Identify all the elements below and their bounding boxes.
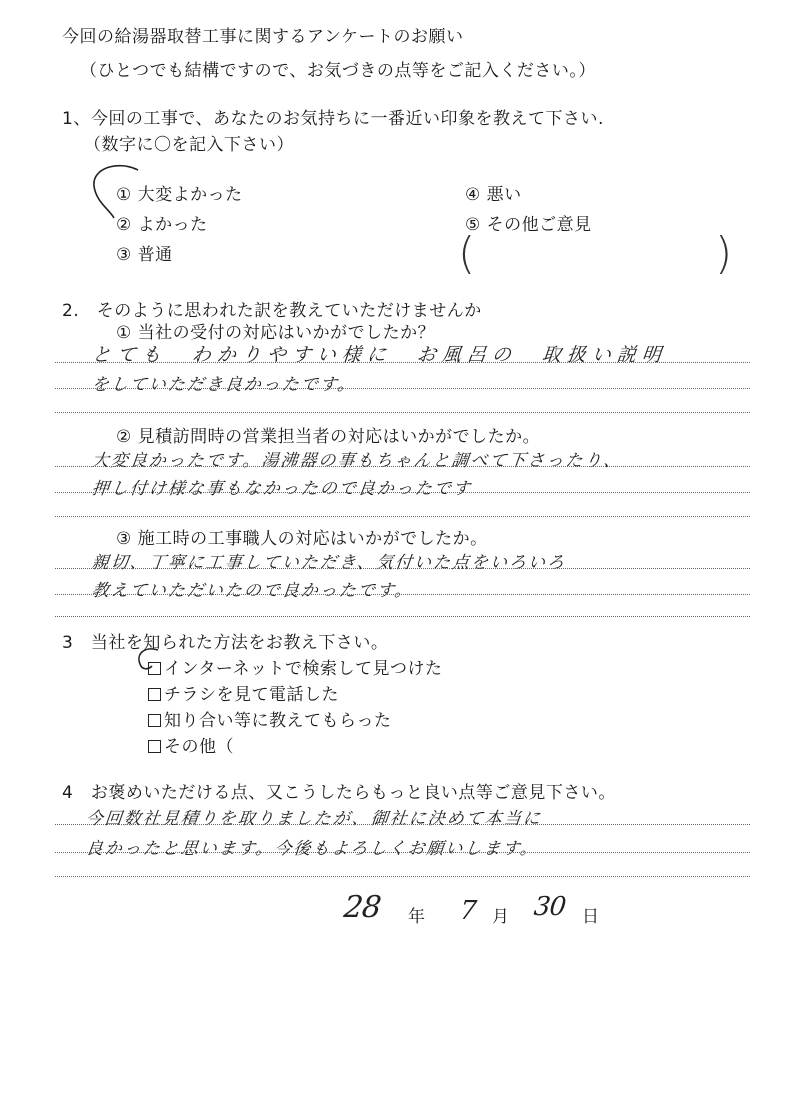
answer-line [55,388,750,389]
q1-instruction: （数字に〇を記入下さい） [84,135,294,155]
q2-sub3-answer-line1: 親切、丁寧に工事していただき、気付いた点をいろいろ [90,553,568,573]
q2-sub1-answer-line1: とても わかりやすい様に お風呂の 取扱い説明 [90,344,669,366]
answer-line [55,852,750,853]
date-month-label: 月 [492,907,510,927]
survey-title: 今回の給湯器取替工事に関するアンケートのお願い [62,27,464,47]
checkbox-icon [148,740,161,753]
answer-line [55,876,750,877]
q2-question: 2. そのように思われた訳を教えていただけませんか [62,301,482,321]
q1-other-open-paren: ( [458,228,476,279]
answer-line [55,412,750,413]
answer-line [55,568,750,569]
date-day-value: 30 [532,892,567,922]
survey-subtitle: （ひとつでも結構ですので、お気づきの点等をご記入ください。） [80,61,596,81]
date-year-label: 年 [408,907,426,927]
q3-question: 3 当社を知られた方法をお教え下さい。 [62,633,389,653]
checkbox-icon [148,714,161,727]
answer-line [55,616,750,617]
q3-option-referral: 知り合い等に教えてもらった [148,706,392,731]
q2-sub3: ③ 施工時の工事職人の対応はいかがでしたか。 [116,529,488,549]
answer-line [55,824,750,825]
answer-line [55,466,750,467]
date-month-value: 7 [458,896,481,926]
q1-option-1: ① 大変よかった [116,185,243,205]
q2-sub1-answer-line2: をしていただき良かったです。 [90,375,358,395]
q1-option-5: ⑤ その他ご意見 [465,215,592,235]
checkbox-icon [148,688,161,701]
q4-answer-line2: 良かったと思います。今後もよろしくお願いします。 [84,839,541,859]
answer-line [55,492,750,493]
q1-option-3: ③ 普通 [116,245,173,265]
q2-sub2: ② 見積訪問時の営業担当者の対応はいかがでしたか。 [116,427,541,447]
q1-option-4: ④ 悪い [465,185,522,205]
answer-line [55,516,750,517]
q1-other-close-paren: ) [715,228,733,279]
answer-line [55,362,750,363]
q3-option-other: その他（ [148,732,234,757]
q2-sub3-answer-line2: 教えていただいたので良かったです。 [90,581,415,601]
q4-answer-line1: 今回数社見積りを取りましたが、御社に決めて本当に [84,809,543,829]
hand-circle-mark [88,162,158,222]
q1-option-2: ② よかった [116,215,208,235]
q2-sub2-answer-line1: 大変良かったです。湯沸器の事もちゃんと調べて下さったり、 [90,451,624,471]
q2-sub1: ① 当社の受付の対応はいかがでしたか？ [116,323,436,343]
q3-option-flyer: チラシを見て電話した [148,680,339,705]
q4-question: 4 お褒めいただける点、又こうしたらもっと良い点等ご意見下さい。 [62,783,616,803]
q2-sub2-answer-line2: 押し付け様な事もなかったので良かったです [90,479,473,499]
date-year-value: 28 [342,890,383,925]
hand-check-mark [134,646,164,674]
date-day-label: 日 [582,907,600,927]
answer-line [55,594,750,595]
q3-option-internet: インターネットで検索して見つけた [148,654,442,679]
q1-question: 1、今回の工事で、あなたのお気持ちに一番近い印象を教えて下さい. [62,109,604,129]
